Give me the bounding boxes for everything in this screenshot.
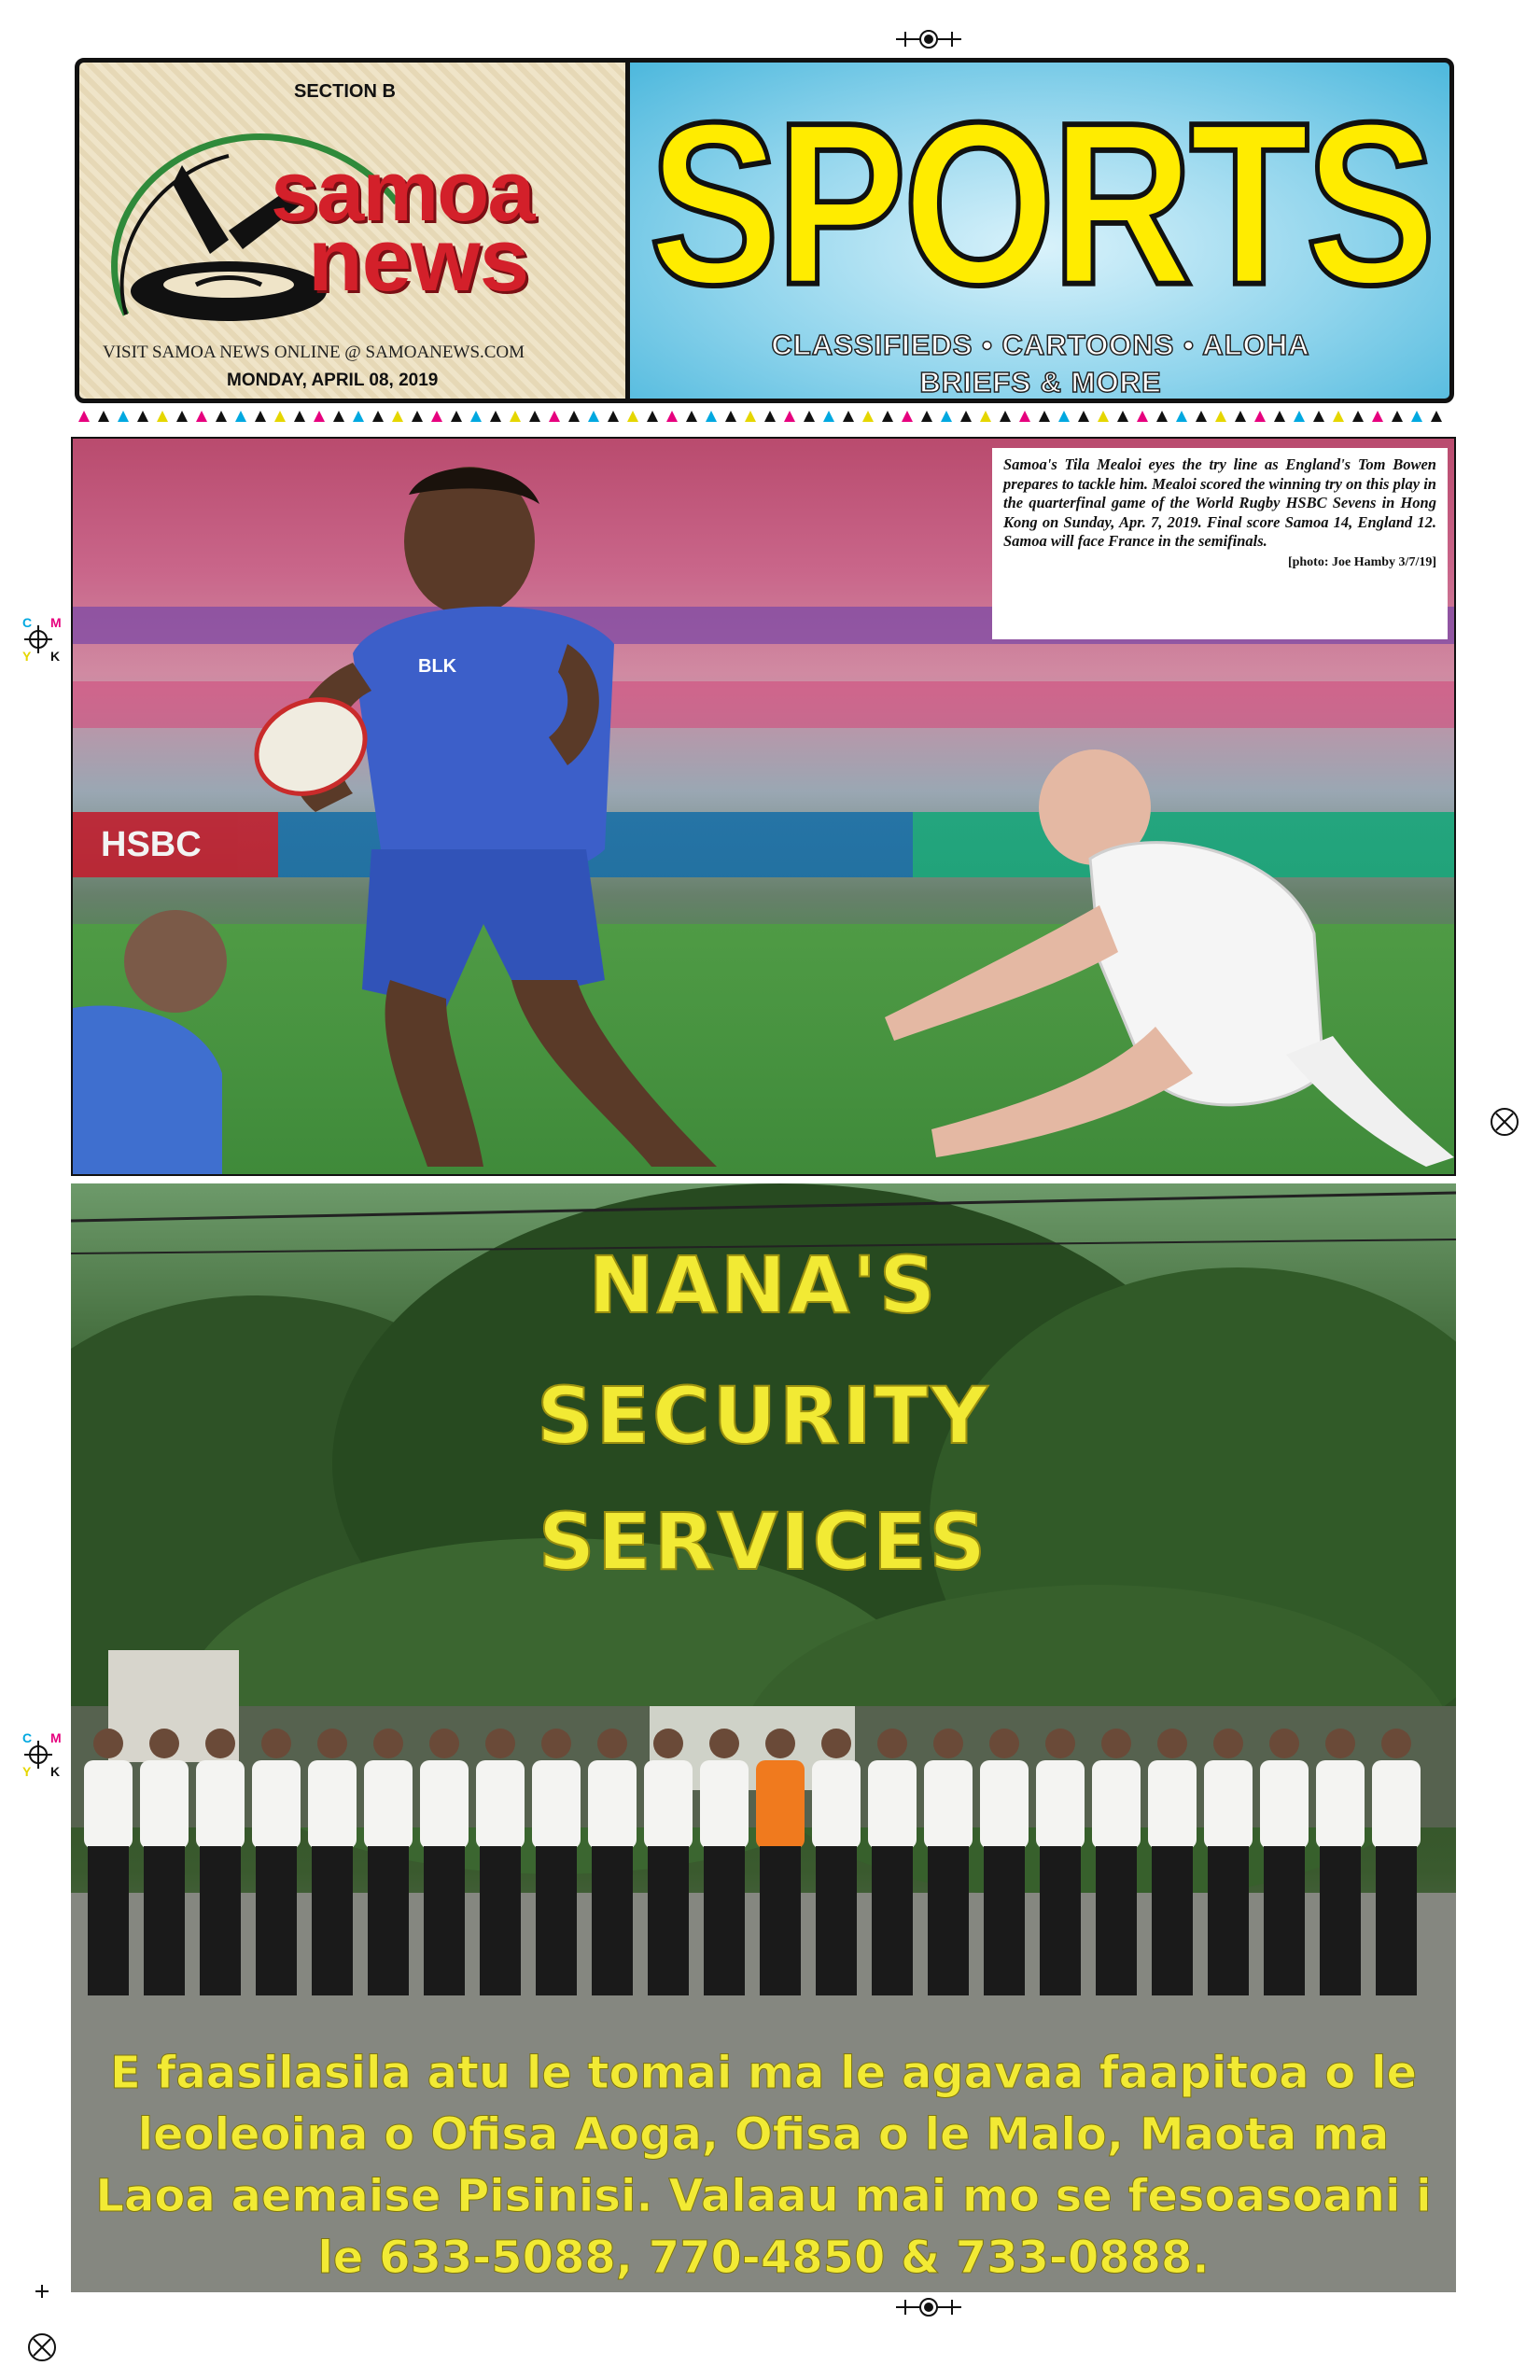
triangle-mark — [176, 411, 188, 422]
staff-member — [868, 1729, 917, 1995]
staff-member — [756, 1729, 805, 1995]
masthead — [75, 58, 1454, 403]
triangle-mark — [980, 411, 991, 422]
staff-member — [924, 1729, 973, 1995]
plus-mark — [35, 2285, 49, 2298]
triangle-mark — [1196, 411, 1207, 422]
triangle-mark — [549, 411, 560, 422]
staff-member — [1204, 1729, 1253, 1995]
section-list-line2: BRIEFS & MORE — [919, 366, 1162, 399]
triangle-mark — [98, 411, 109, 422]
triangle-mark — [666, 411, 678, 422]
staff-member — [1260, 1729, 1309, 1995]
triangle-mark — [1333, 411, 1344, 422]
triangle-mark — [1176, 411, 1187, 422]
security-staff-group — [71, 1706, 1456, 2014]
triangle-mark — [823, 411, 834, 422]
triangle-mark — [784, 411, 795, 422]
triangle-mark — [1392, 411, 1403, 422]
staff-member — [364, 1729, 413, 1995]
photo-caption: Samoa's Tila Mealoi eyes the try line as England's Tom Bowen prepares to tackle him. Mealoi scored the winning try on this play in the quarterfinal game of the World Rugby HSBC Sevens in Hong Kong on Sunday, Apr. 7, 2019. Final score Samoa 14, England 12. Samoa will face France in the semifinals. — [1003, 455, 1436, 550]
staff-member — [1092, 1729, 1141, 1995]
triangle-mark — [157, 411, 168, 422]
staff-member — [812, 1729, 861, 1995]
staff-member — [420, 1729, 469, 1995]
magenta-label: M — [50, 1730, 62, 1745]
triangle-mark — [490, 411, 501, 422]
triangle-mark — [608, 411, 619, 422]
triangle-mark — [941, 411, 952, 422]
security-services-ad — [71, 1183, 1456, 2292]
triangle-mark — [1411, 411, 1422, 422]
triangle-mark — [686, 411, 697, 422]
section-list-line1: CLASSIFIEDS • CARTOONS • ALOHA — [771, 329, 1310, 361]
triangle-mark — [412, 411, 423, 422]
jersey-sponsor-text: BLK — [418, 656, 457, 677]
yellow-label: Y — [22, 1764, 32, 1779]
masthead-sports-panel — [630, 63, 1451, 399]
triangle-mark — [196, 411, 207, 422]
triangle-mark — [1254, 411, 1266, 422]
staff-member — [588, 1729, 637, 1995]
cyan-label: C — [22, 615, 33, 630]
visit-online-text: VISIT SAMOA NEWS ONLINE @ SAMOANEWS.COM — [103, 343, 525, 362]
triangle-mark — [1058, 411, 1070, 422]
sports-title: SPORTS — [649, 74, 1433, 333]
triangle-mark — [627, 411, 638, 422]
triangle-mark — [1098, 411, 1109, 422]
triangle-mark — [314, 411, 325, 422]
magenta-label: M — [50, 615, 62, 630]
rugby-photo — [71, 437, 1456, 1176]
triangle-mark — [333, 411, 344, 422]
triangle-mark — [137, 411, 148, 422]
masthead-logo-panel — [79, 63, 625, 399]
triangle-mark — [372, 411, 384, 422]
yellow-label: Y — [22, 649, 32, 664]
spectator-figure — [73, 905, 259, 1176]
staff-member — [700, 1729, 749, 1995]
triangle-mark — [1431, 411, 1442, 422]
ad-body-text: E faasilasila atu le tomai ma le agavaa faapitoa o le leoleoina o Ofisa Aoga, Ofisa o le Malo, Maota ma Laoa aemaise Pisinisi. Valaau mai mo se fesoasoani i le 633-5088, 770-4850 & 733-0888. — [95, 2047, 1432, 2284]
triangle-mark — [274, 411, 286, 422]
triangle-mark — [1000, 411, 1011, 422]
triangle-mark — [470, 411, 482, 422]
triangle-mark — [1235, 411, 1246, 422]
triangle-mark — [1137, 411, 1148, 422]
ad-headline-line2: SECURITY — [537, 1370, 990, 1462]
triangle-mark — [78, 411, 90, 422]
triangle-mark — [804, 411, 815, 422]
triangle-mark — [647, 411, 658, 422]
registration-mark-bottom — [896, 2294, 961, 2320]
registration-mark-top — [896, 26, 961, 52]
triangle-mark — [568, 411, 580, 422]
triangle-mark — [118, 411, 129, 422]
triangle-mark — [510, 411, 521, 422]
triangle-mark — [588, 411, 599, 422]
staff-member — [980, 1729, 1029, 1995]
cmyk-mark-upper — [21, 616, 67, 663]
ad-headline-line3: SERVICES — [538, 1496, 989, 1588]
triangle-mark — [431, 411, 442, 422]
photo-caption-box — [992, 448, 1448, 639]
triangle-mark — [862, 411, 874, 422]
triangle-mark — [1352, 411, 1364, 422]
section-label: SECTION B — [294, 81, 396, 102]
triangle-mark — [353, 411, 364, 422]
england-player-figure — [847, 719, 1456, 1176]
triangle-border-strip — [78, 409, 1450, 424]
staff-member — [1036, 1729, 1085, 1995]
staff-member — [140, 1729, 189, 1995]
staff-member — [532, 1729, 581, 1995]
triangle-mark — [960, 411, 972, 422]
crosshair-mark-right — [1489, 1106, 1520, 1138]
samoa-player-figure — [213, 457, 735, 1176]
staff-member — [84, 1729, 133, 1995]
triangle-mark — [1039, 411, 1050, 422]
triangle-mark — [235, 411, 246, 422]
cyan-label: C — [22, 1730, 33, 1745]
logo-news-text: news — [308, 210, 529, 310]
black-label: K — [50, 1764, 61, 1779]
triangle-mark — [1313, 411, 1324, 422]
staff-member — [644, 1729, 693, 1995]
triangle-mark — [1117, 411, 1128, 422]
triangle-mark — [451, 411, 462, 422]
staff-member — [196, 1729, 245, 1995]
photo-credit: [photo: Joe Hamby 3/7/19] — [1287, 554, 1436, 569]
triangle-mark — [1078, 411, 1089, 422]
triangle-mark — [216, 411, 227, 422]
triangle-mark — [706, 411, 717, 422]
ad-headline-line1: NANA'S — [588, 1239, 939, 1331]
triangle-mark — [725, 411, 736, 422]
triangle-mark — [1372, 411, 1383, 422]
staff-member — [1316, 1729, 1365, 1995]
triangle-mark — [1215, 411, 1226, 422]
staff-member — [252, 1729, 301, 1995]
logo-samoa-text: samoa — [271, 144, 534, 239]
triangle-mark — [294, 411, 305, 422]
staff-member — [1148, 1729, 1197, 1995]
staff-member — [1372, 1729, 1421, 1995]
crosshair-mark-bottom-left — [26, 2331, 58, 2363]
staff-member — [308, 1729, 357, 1995]
triangle-mark — [1156, 411, 1168, 422]
triangle-mark — [1274, 411, 1285, 422]
triangle-mark — [764, 411, 776, 422]
triangle-mark — [392, 411, 403, 422]
triangle-mark — [921, 411, 932, 422]
triangle-mark — [843, 411, 854, 422]
board-sponsor-text: HSBC — [101, 825, 202, 864]
triangle-mark — [745, 411, 756, 422]
triangle-mark — [529, 411, 540, 422]
black-label: K — [50, 649, 61, 664]
staff-member — [476, 1729, 525, 1995]
triangle-mark — [1019, 411, 1030, 422]
issue-date: MONDAY, APRIL 08, 2019 — [227, 371, 439, 390]
triangle-mark — [902, 411, 913, 422]
cmyk-mark-lower — [21, 1731, 67, 1778]
triangle-mark — [255, 411, 266, 422]
triangle-mark — [1294, 411, 1305, 422]
triangle-mark — [882, 411, 893, 422]
